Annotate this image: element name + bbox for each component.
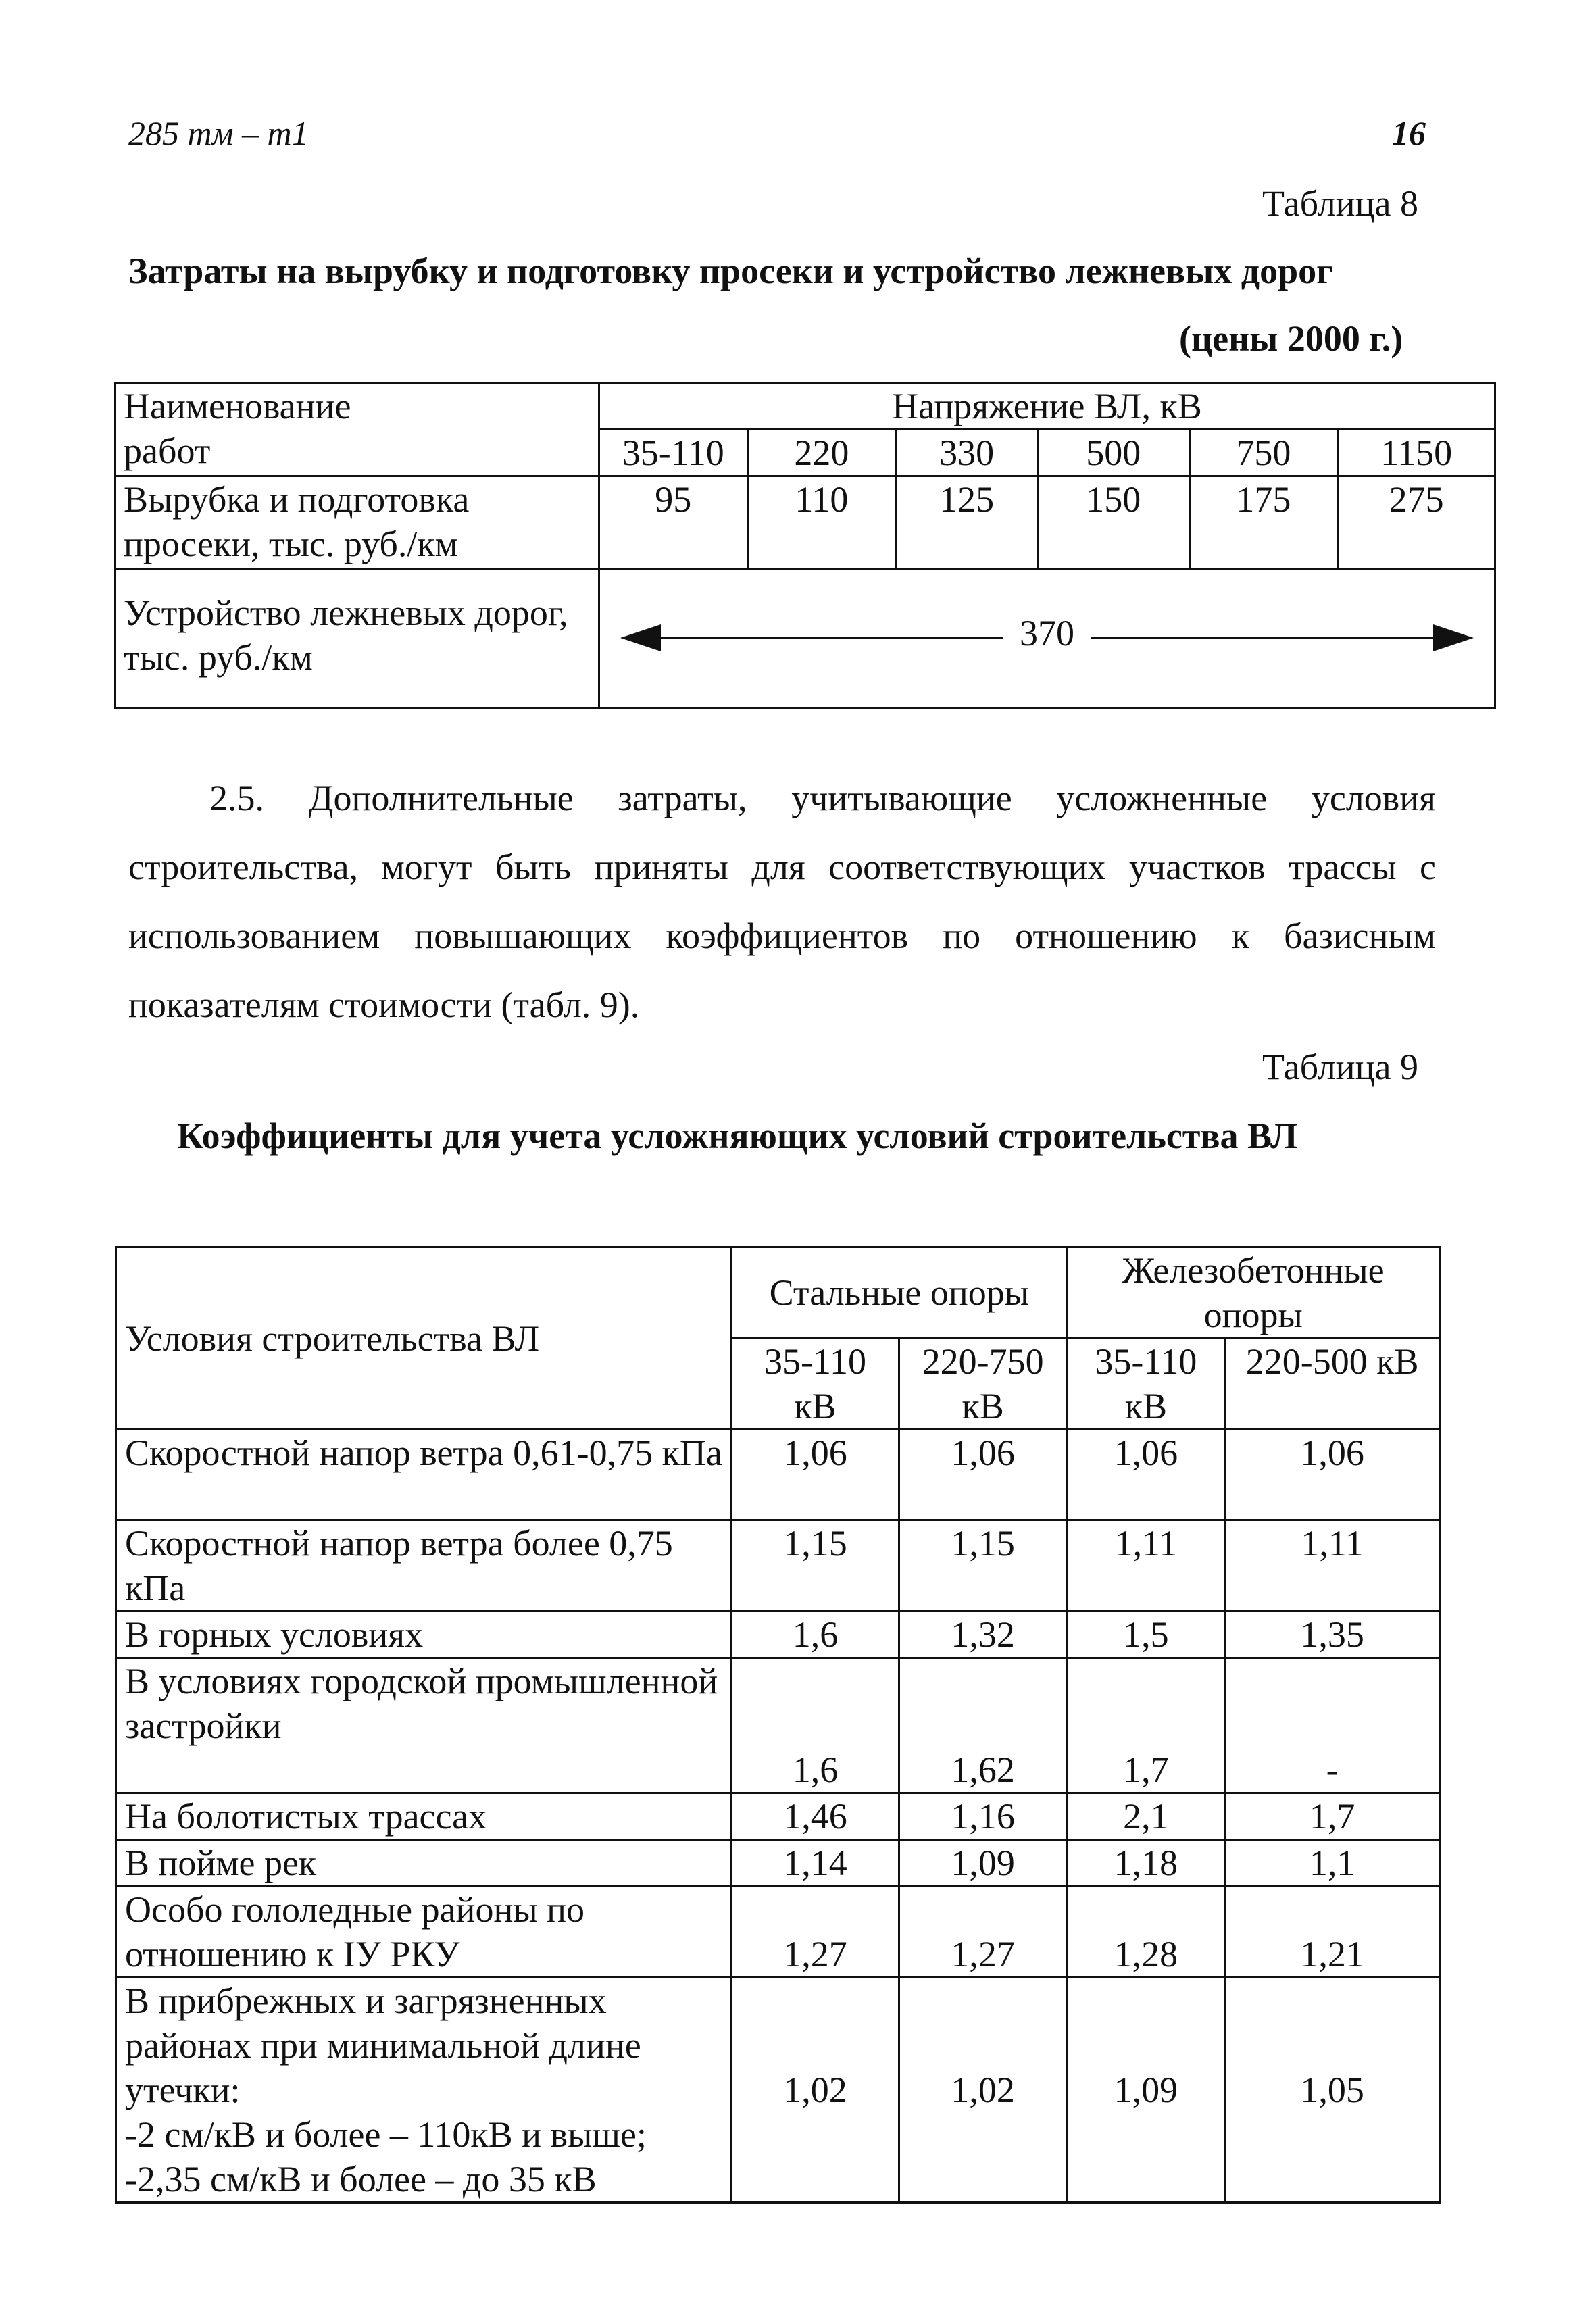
table9-row-name: Скоростной напор ветра более 0,75 кПа bbox=[116, 1520, 732, 1612]
table8-header-name-line2: работ bbox=[124, 430, 211, 471]
table9-cell: 1,32 bbox=[899, 1612, 1067, 1658]
table8 bbox=[114, 382, 1496, 709]
table9-cell: 1,09 bbox=[1067, 1978, 1225, 2203]
table8-label: Таблица 8 bbox=[1262, 183, 1418, 224]
table8-road-row-cell bbox=[599, 570, 1495, 708]
table8-cell: 150 bbox=[1037, 476, 1189, 570]
table9-cell: 1,06 bbox=[1225, 1430, 1440, 1520]
table9-cell: 1,02 bbox=[899, 1978, 1067, 2203]
table9-cell: 1,7 bbox=[1225, 1793, 1440, 1840]
table9-cell: 1,05 bbox=[1225, 1978, 1440, 2203]
table9-row-name: На болотистых трассах bbox=[116, 1793, 732, 1840]
table9-cell: 1,5 bbox=[1067, 1612, 1225, 1658]
table9-header-steel: Стальные опоры bbox=[732, 1247, 1067, 1339]
table9-cell: 1,02 bbox=[732, 1978, 899, 2203]
table9-cell: 1,11 bbox=[1067, 1520, 1225, 1612]
table9-last-row-line3: -2,35 см/кВ и более – до 35 кВ bbox=[125, 2159, 597, 2199]
table8-subtitle: (цены 2000 г.) bbox=[1179, 318, 1403, 359]
table9-header-conditions: Условия строительства ВЛ bbox=[116, 1247, 732, 1430]
table9-cell: 1,7 bbox=[1067, 1658, 1225, 1793]
table9-cell: 1,27 bbox=[732, 1887, 899, 1978]
table9-row-name: В пойме рек bbox=[116, 1840, 732, 1887]
table9-subheader: 220-500 кВ bbox=[1225, 1339, 1440, 1430]
table9-cell: 2,1 bbox=[1067, 1793, 1225, 1840]
table8-road-value: 370 bbox=[1003, 613, 1091, 653]
table9-cell: 1,1 bbox=[1225, 1840, 1440, 1887]
table9-last-row-line1: В прибрежных и загрязненных районах при минимальной длине утечки: bbox=[125, 1981, 641, 2110]
paragraph-2-5: 2.5. Дополнительные затраты, учитывающие усложненные условия строительства, могут быть приняты для соответствующих участков трассы с использованием повышающих коэффициентов по отношению к базисным показателям стоимости (табл. 9). bbox=[128, 778, 1436, 1025]
table8-cell: 275 bbox=[1338, 476, 1495, 570]
table9-cell: 1,09 bbox=[899, 1840, 1067, 1887]
table9-subheader: 220-750 кВ bbox=[899, 1339, 1067, 1430]
table9-cell: 1,62 bbox=[899, 1658, 1067, 1793]
table9-cell: 1,06 bbox=[1067, 1430, 1225, 1520]
table8-voltage: 330 bbox=[896, 430, 1038, 476]
table8-voltage: 1150 bbox=[1338, 430, 1495, 476]
table8-header-name bbox=[115, 383, 599, 476]
table9-cell: 1,28 bbox=[1067, 1887, 1225, 1978]
document-code: 285 тм – т1 bbox=[128, 114, 309, 152]
table9-cell: 1,6 bbox=[732, 1612, 899, 1658]
table9-cell: 1,14 bbox=[732, 1840, 899, 1887]
table8-row-name: Вырубка и подготовка просеки, тыс. руб./км bbox=[115, 476, 599, 570]
table9-last-row-line2: -2 см/кВ и более – 110кВ и выше; bbox=[125, 2114, 647, 2155]
table9-cell: 1,16 bbox=[899, 1793, 1067, 1840]
table9-cell: 1,06 bbox=[732, 1430, 899, 1520]
table8-road-row-name: Устройство лежневых дорог, тыс. руб./км bbox=[115, 570, 599, 708]
table8-voltage-header: Напряжение ВЛ, кВ bbox=[599, 383, 1495, 430]
table9-row-name: В горных условиях bbox=[116, 1612, 732, 1658]
table8-header-name-line1: Наименование bbox=[124, 386, 351, 426]
table9 bbox=[115, 1246, 1441, 2204]
table8-voltage: 750 bbox=[1189, 430, 1338, 476]
page-number: 16 bbox=[1392, 114, 1426, 152]
table9-title: Коэффициенты для учета усложняющих условий строительства ВЛ bbox=[177, 1116, 1298, 1156]
table9-header-concrete: Железобетонные опоры bbox=[1067, 1247, 1440, 1339]
table8-cell: 125 bbox=[896, 476, 1038, 570]
table9-cell: 1,6 bbox=[732, 1658, 899, 1793]
table8-voltage: 35-110 bbox=[599, 430, 747, 476]
table8-voltage: 220 bbox=[747, 430, 896, 476]
table9-cell: 1,35 bbox=[1225, 1612, 1440, 1658]
table8-title: Затраты на вырубку и подготовку просеки и устройство лежневых дорог bbox=[128, 251, 1333, 291]
table9-cell: 1,11 bbox=[1225, 1520, 1440, 1612]
table8-cell: 175 bbox=[1189, 476, 1338, 570]
table9-cell: 1,46 bbox=[732, 1793, 899, 1840]
table9-row-name: Скоростной напор ветра 0,61-0,75 кПа bbox=[116, 1430, 732, 1520]
table9-cell: 1,15 bbox=[732, 1520, 899, 1612]
table9-cell: 1,27 bbox=[899, 1887, 1067, 1978]
table9-row-name: В условиях городской промышленной застройки bbox=[116, 1658, 732, 1793]
table8-cell: 95 bbox=[599, 476, 747, 570]
span-arrow bbox=[600, 570, 1494, 705]
table8-voltage: 500 bbox=[1037, 430, 1189, 476]
table9-subheader: 35-110 кВ bbox=[732, 1339, 899, 1430]
table9-row-name: Особо гололедные районы по отношению к IУ РКУ bbox=[116, 1887, 732, 1978]
table9-cell: 1,18 bbox=[1067, 1840, 1225, 1887]
table9-cell: 1,21 bbox=[1225, 1887, 1440, 1978]
table9-cell: - bbox=[1225, 1658, 1440, 1793]
table9-subheader: 35-110 кВ bbox=[1067, 1339, 1225, 1430]
table9-last-row-name bbox=[116, 1978, 732, 2203]
table9-cell: 1,15 bbox=[899, 1520, 1067, 1612]
table9-cell: 1,06 bbox=[899, 1430, 1067, 1520]
table9-label: Таблица 9 bbox=[1262, 1047, 1418, 1087]
table8-cell: 110 bbox=[747, 476, 896, 570]
